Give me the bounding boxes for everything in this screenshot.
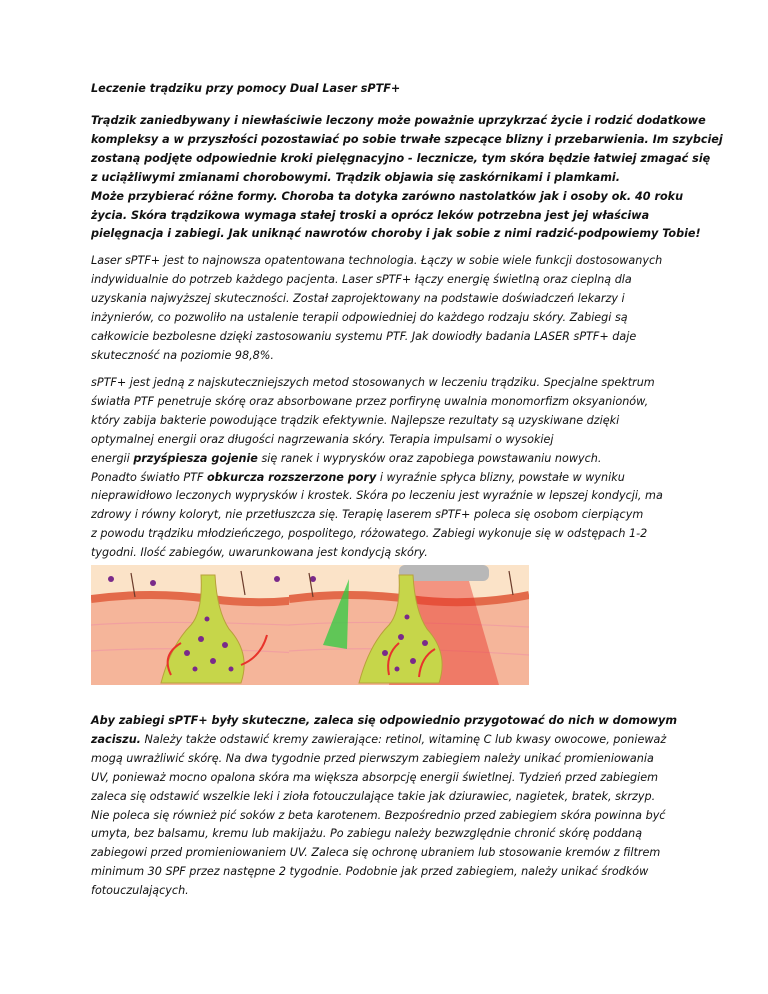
text-line: kompleksy a w przyszłości pozostawiać po sobie trwałe szpecące blizny i przebarwienia. Im szybciej <box>91 132 723 146</box>
text-line: minimum 30 SPF przez następne 2 tygodnie. Podobnie jak przed zabiegiem, należy unikać środków <box>91 865 649 879</box>
text-line: fotouczulających. <box>91 884 189 898</box>
text-line <box>91 469 693 488</box>
text-line: zaleca się odstawić wszelkie leki i zioła fotouczulające takie jak dziurawiec, nagietek, bratek, skrzyp. <box>91 789 656 803</box>
text-line: Trądzik zaniedbywany i niewłaściwie leczony może poważnie uprzykrzać życie i rodzić dodatkowe <box>91 114 706 127</box>
laser-treatment-illustration <box>289 565 529 685</box>
text-run: Należy także odstawić kremy zawierające: retinol, witaminę C lub kwasy owocowe, ponieważ <box>140 732 667 746</box>
text-line: optymalnej energii oraz długości nagrzewania skóry. Terapia impulsami o wysokiej <box>91 432 554 446</box>
emphasis-text: przyśpiesza gojenie <box>133 451 258 465</box>
emphasis-text: zaciszu. <box>91 732 141 746</box>
text-line: skuteczność na poziomie 98,8%. <box>91 348 274 362</box>
text-line: który zabija bakterie powodujące trądzik efektywnie. Najlepsze rezultaty są uzyskiwane dzięki <box>91 413 620 427</box>
text-line: pielęgnacja i zabiegi. Jak uniknąć nawrotów choroby i jak sobie z nimi radzić-podpowiemy Tobie! <box>91 227 701 241</box>
text-run: Ponadto światło PTF <box>91 470 207 484</box>
text-run: i wyraźnie spłyca blizny, powstałe w wyniku <box>376 470 625 484</box>
text-line: Może przybierać różne formy. Choroba ta dotyka zarówno nastolatków jak i osoby ok. 40 roku <box>91 189 684 203</box>
intro-paragraph <box>91 112 723 244</box>
text-line: inżynierów, co pozwoliło na ustalenie terapii odpowiedniej do każdego rodzaju skóry. Zabiegi są <box>91 310 628 324</box>
text-line: umyta, bez balsamu, kremu lub makijażu. Po zabiegu należy bezwzględnie chronić skórę poddaną <box>91 827 643 841</box>
text-run: się ranek i wyprysków oraz zapobiega powstawaniu nowych. <box>257 451 602 465</box>
title-line: Leczenie trądziku przy pomocy Dual Laser sPTF+ <box>91 82 401 95</box>
text-line: Nie poleca się również pić soków z beta karotenem. Bezpośrednio przed zabiegiem skóra powinna być <box>91 808 666 822</box>
text-line: z powodu trądziku młodzieńczego, pospolitego, różowatego. Zabiegi wykonuje się w odstępach 1-2 <box>91 527 648 541</box>
technology-paragraph <box>91 252 693 365</box>
text-line: UV, ponieważ mocno opalona skóra ma większa absorpcję energii świetlnej. Tydzień przed zabiegiem <box>91 770 659 784</box>
preparation-paragraph <box>91 712 693 901</box>
text-line <box>91 450 693 469</box>
text-line: nieprawidłowo leczonych wyprysków i krostek. Skóra po leczeniu jest wyraźnie w lepszej kondycji, ma <box>91 489 663 503</box>
text-line: całkowicie bezbolesne dzięki zastosowaniu systemu PTF. Jak dowiodły badania LASER sPTF+ daje <box>91 329 637 343</box>
text-run: energii <box>91 451 134 465</box>
document-title <box>91 80 693 99</box>
text-line: życia. Skóra trądzikowa wymaga stałej troski a oprócz leków potrzebna jest jej właściwa <box>91 208 650 222</box>
text-line: zostaną podjęte odpowiednie kroki pielęgnacyjno - lecznicze, tym skóra będzie łatwiej zmagać się <box>91 151 711 165</box>
text-line: światła PTF penetruje skórę oraz absorbowane przez porfirynę uwalnia monomorfizm oksyanionów, <box>91 394 649 408</box>
text-line: zdrowy i równy koloryt, nie przetłuszcza się. Terapię laserem sPTF+ poleca się osobom cierpiącym <box>91 508 644 522</box>
text-line: z uciążliwymi zmianami chorobowymi. Trądzik objawia się zaskórnikami i plamkami. <box>91 170 620 184</box>
text-line: indywidualnie do potrzeb każdego pacjenta. Laser sPTF+ łączy energię świetlną oraz cieplną dla <box>91 272 632 286</box>
text-line: Aby zabiegi sPTF+ były skuteczne, zaleca się odpowiednio przygotować do nich w domowym <box>91 714 677 727</box>
emphasis-text: obkurcza rozszerzone pory <box>206 470 377 484</box>
text-line: zabiegowi przed promieniowaniem UV. Zaleca się ochronę ubraniem lub stosowanie kremów z filtrem <box>91 846 661 860</box>
text-line: uzyskania najwyższej skuteczności. Został zaprojektowany na podstawie doświadczeń lekarzy i <box>91 291 625 305</box>
text-line: sPTF+ jest jedną z najskuteczniejszych metod stosowanych w leczeniu trądziku. Specjalne spektrum <box>91 376 655 389</box>
text-line: tygodni. Ilość zabiegów, uwarunkowana jest kondycją skóry. <box>91 546 428 560</box>
text-line: Laser sPTF+ jest to najnowsza opatentowana technologia. Łączy w sobie wiele funkcji dostosowanych <box>91 254 663 267</box>
effectiveness-paragraph <box>91 374 693 563</box>
text-line: mogą uwrażliwić skórę. Na dwa tygodnie przed pierwszym zabiegiem należy unikać promieniowania <box>91 751 654 765</box>
text-line <box>91 731 693 750</box>
